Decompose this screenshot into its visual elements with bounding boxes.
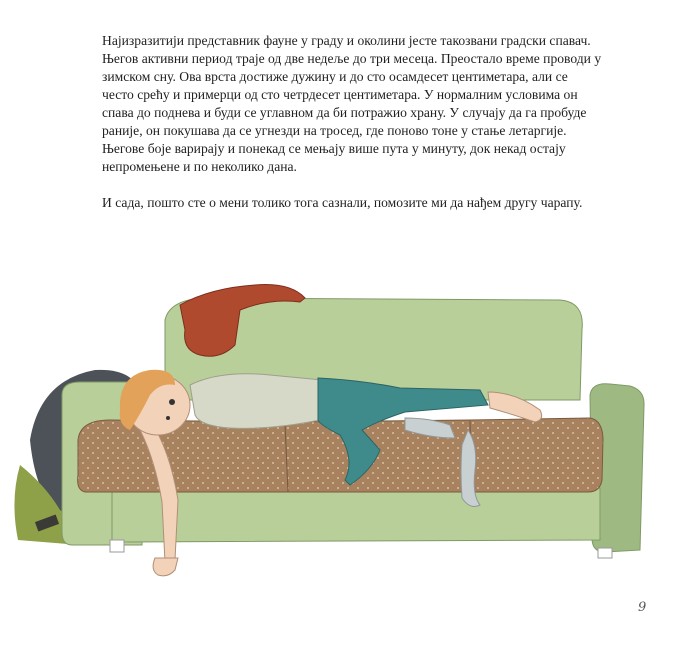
paragraph-request: И сада, пошто сте о мени толико тога сазнали, помозите ми да нађем другу чарапу. (102, 195, 583, 210)
story-text (102, 32, 602, 212)
sleeping-boy-on-sofa-illustration (0, 270, 685, 600)
paragraph-description: Најизразитији представник фауне у граду и околини јесте такозвани градски спавач. Његов активни период траје од две недеље до три месеца. Преостало време проводи у зимском сну. Ова врста достиже дужину и до сто осамдесет центиметара, али се често срећу и примерци од сто четрдесет центиметара. У нормалним условима он спава до поднева и буди се углавном да би потражио храну. У случају да га пробуде раније, он покушава да се угнезди на тросед, где поново тоне у стање летаргије. Његове боје варирају и понекад се мењају више пута у минуту, док некад остају непромењене и по неколико дана. (102, 33, 602, 174)
page-number: 9 (638, 600, 647, 615)
